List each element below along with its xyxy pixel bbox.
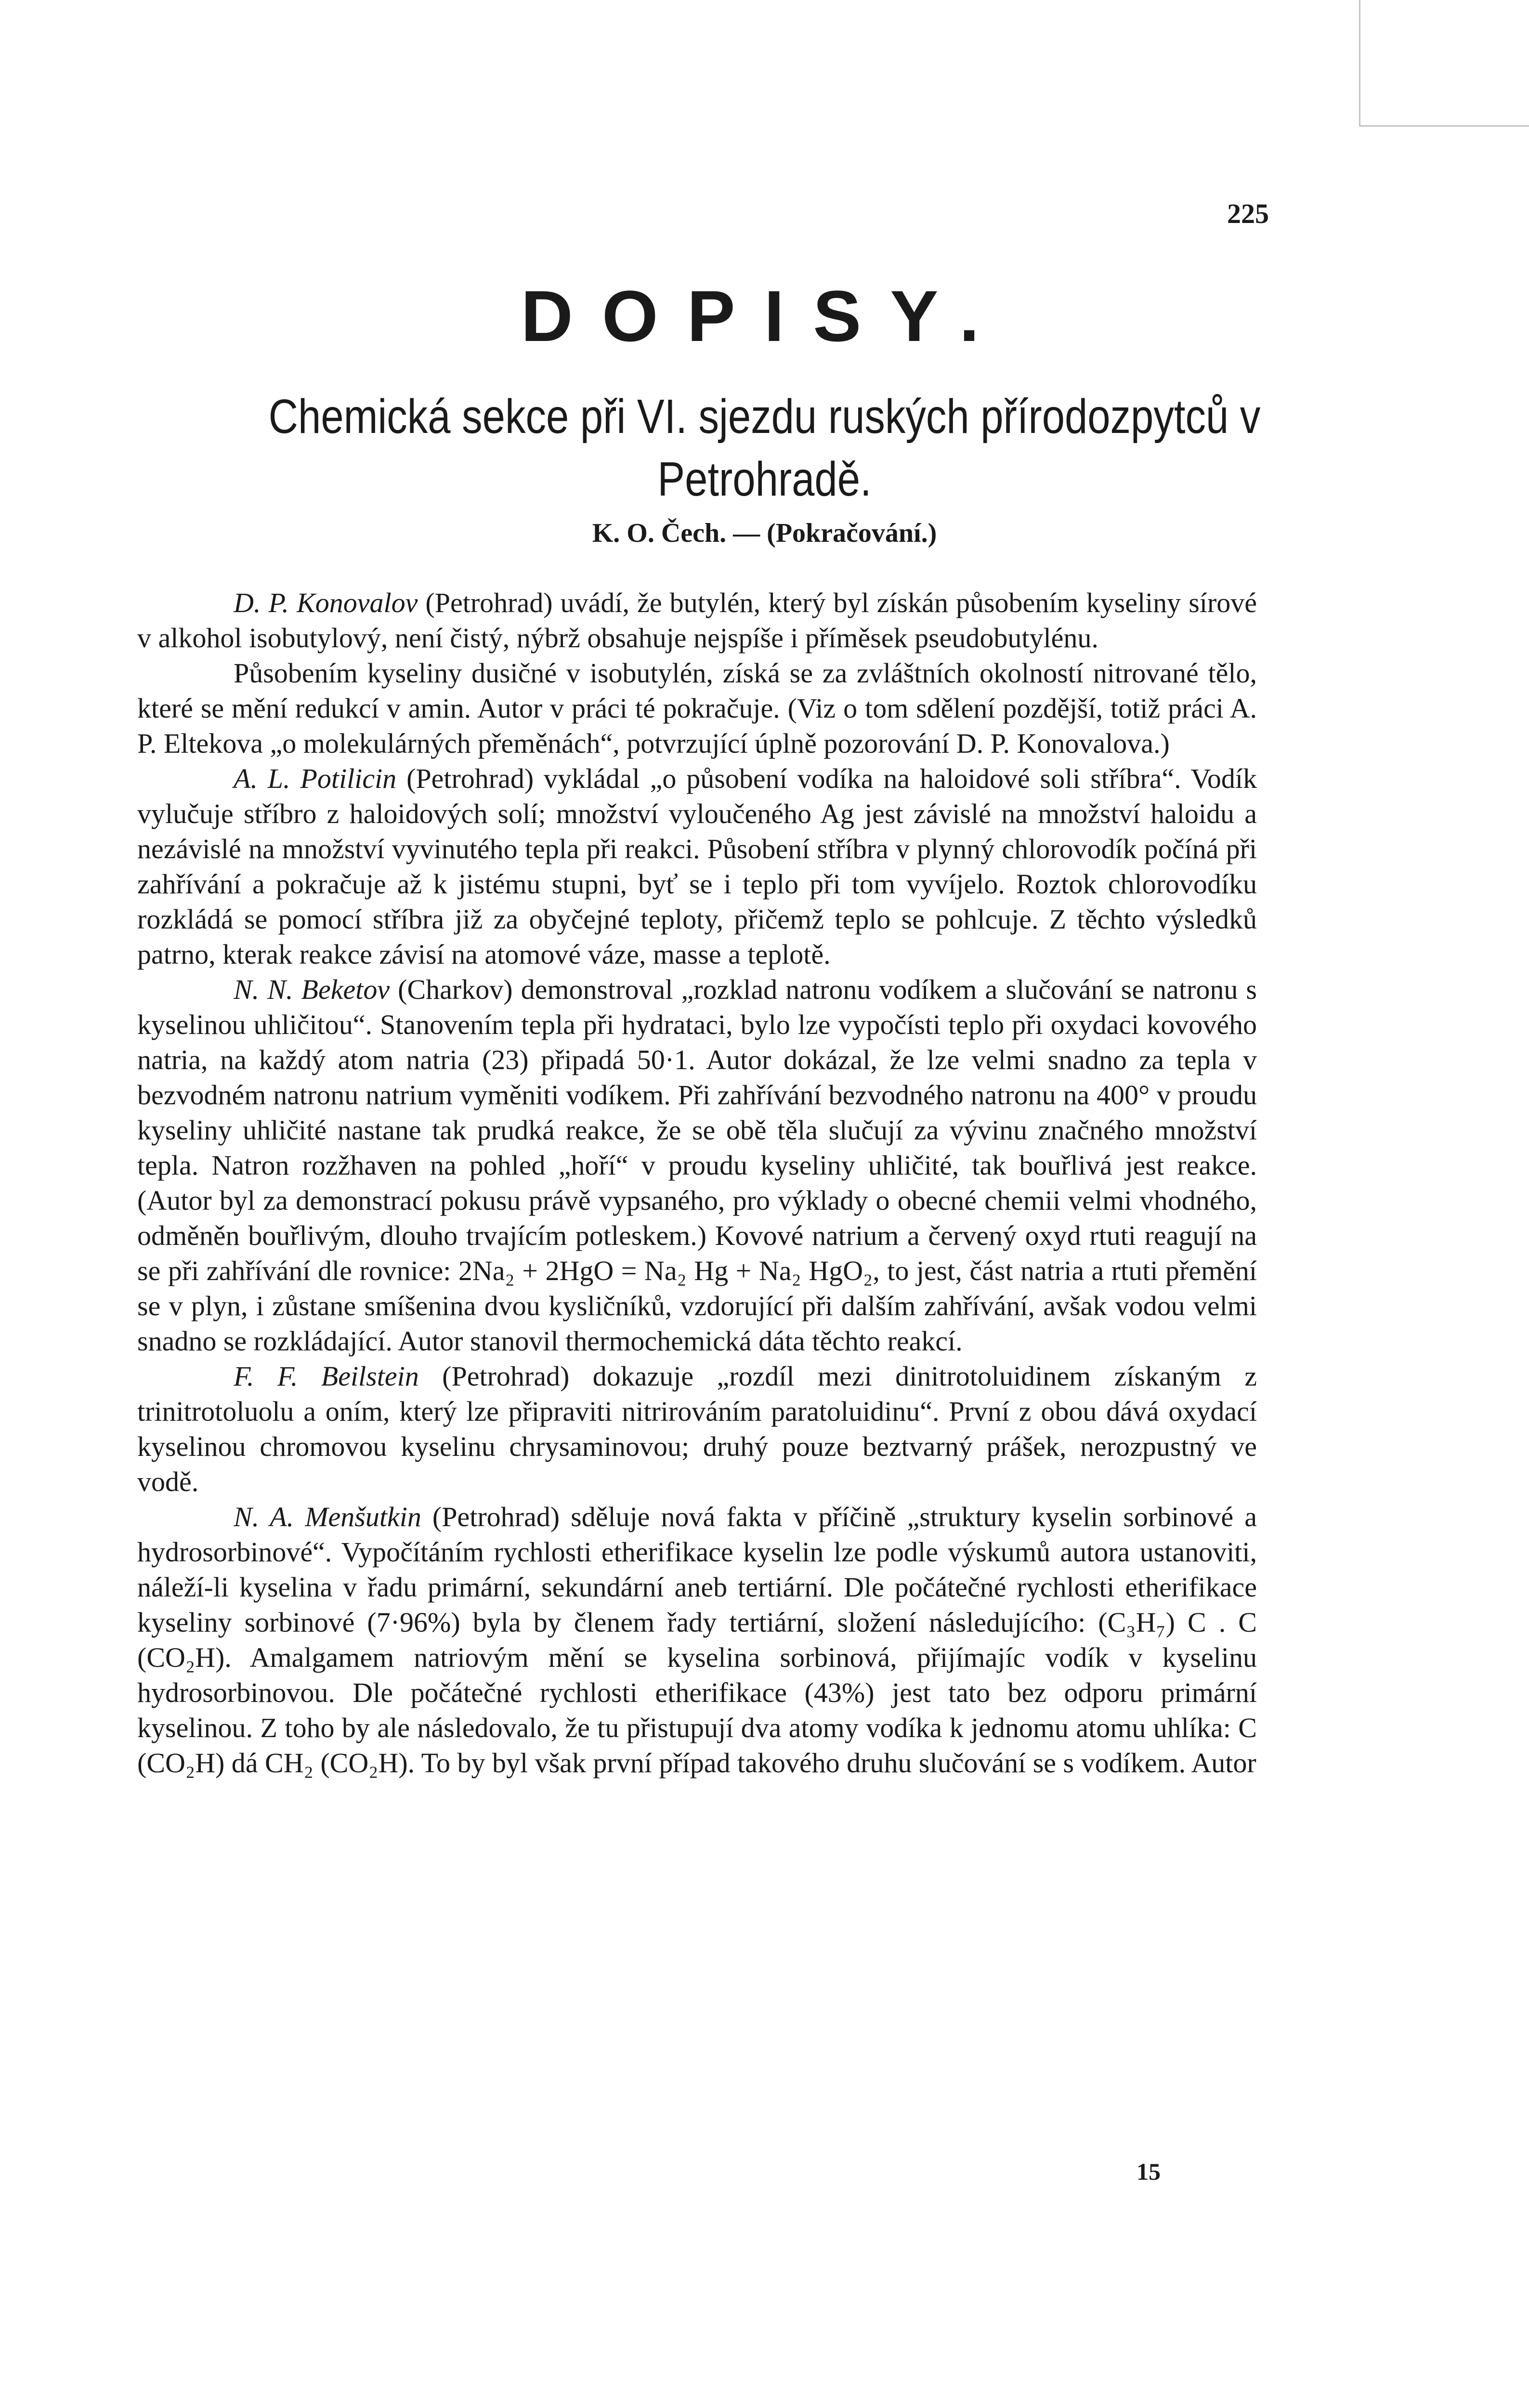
paragraph-text: (Charkov) demonstroval „rozklad natronu vodíkem a slučování se natronu s kyselinou uhličitou“. Stanovením tepla při hydrataci, bylo lze vypočísti teplo při oxydaci kovového natria, na každý atom natria (23) připadá 50·1. Autor dokázal, že lze velmi snadno za tepla v bezvodném natronu natrium vyměniti vodíkem. Při zahřívání bezvodného natronu na 400° v proudu kyseliny uhličité nastane tak prudká reakce, že se obě těla slučují za vývinu značného množství tepla. Natron rozžhaven na pohled „hoří“ v proudu kyseliny uhličité, tak bouřlivá jest reakce. (Autor byl za demonstrací pokusu právě vypsaného, pro výklady o obecné chemii velmi vhodného, odměněn bouřlivým, dlouho trvajícím potleskem.) Kovové natrium a červený oxyd rtuti reagují na se při zahřívání dle rovnice: 2Na₂ + 2HgO = Na₂ Hg + Na₂ HgO₂, to jest, část natria a rtuti přemění se v plyn, i zůstane smíšenina dvou kysličníků, vzdorující při dalším zahřívání, avšak vodou velmi snadno se rozkládající. Autor stanovil thermochemická dáta těchto reakcí. [137, 974, 1257, 1357]
paragraph-text: Působením kyseliny dusičné v isobutylén, získá se za zvláštních okolností nitrované tělo, které se mění redukcí v amin. Autor v práci té pokračuje. (Viz o tom sdělení pozdější, totiž práci A. P. Eltekova „o molekulárných přeměnách“, potvrzující úplně pozorování D. P. Konovalova.) [137, 657, 1257, 759]
paragraph-text: (Petrohrad) vykládal „o působení vodíka na haloidové soli stříbra“. Vodík vylučuje stříbro z haloidových solí; množství vyloučeného Ag jest závislé na množství haloidu a nezávislé na množství vyvinutého tepla při reakci. Působení stříbra v plynný chlorovodík počíná při zahřívání a pokračuje až k jistému stupni, byť se i teplo při tom vyvíjelo. Roztok chlorovodíku rozkládá se pomocí stříbra již za obyčejné teploty, přičemž teplo se pohlcuje. Z těchto výsledků patrno, kterak reakce závisí na atomové váze, masse a teplotě. [137, 763, 1257, 970]
paragraph-text: (Petrohrad) uvádí, že butylén, který byl získán působením kyseliny sírové v alkohol isobutylový, není čistý, nýbrž obsahuje nejspíše i příměsek pseudobutylénu. [137, 587, 1257, 654]
paragraph-potilicin [137, 761, 1257, 972]
scan-frame-edge [1359, 0, 1529, 127]
section-heading: DOPISY. [521, 275, 1008, 356]
paragraph-mensutkin [137, 1499, 1257, 1780]
author-name: N. N. Beketov [234, 974, 390, 1005]
article-byline: K. O. Čech. — (Pokračování.) [592, 518, 937, 548]
author-name: D. P. Konovalov [234, 587, 418, 618]
article-body [137, 585, 1257, 1780]
paragraph-beketov [137, 972, 1257, 1359]
paragraph-konovalov [137, 585, 1257, 655]
page-number: 225 [1227, 198, 1269, 229]
paragraph-nitration [137, 655, 1257, 761]
paragraph-beilstein [137, 1359, 1257, 1499]
article-title: Chemická sekce při VI. sjezdu ruských přírodozpytců v Petrohradě. [268, 390, 1261, 506]
author-name: N. A. Menšutkin [234, 1501, 421, 1532]
author-name: A. L. Potilicin [234, 763, 397, 794]
author-name: F. F. Beilstein [234, 1361, 419, 1392]
paragraph-text: (Petrohrad) sděluje nová fakta v příčině „struktury kyselin sorbinové a hydrosorbinové“. Vypočítáním rychlosti etherifikace kyselin lze podle výskumů autora ustanoviti, náleží-li kyselina v řadu primární, sekundární aneb tertiární. Dle počátečné rychlosti etherifikace kyseliny sorbinové (7·96%) byla by členem řady tertiární, složení následujícího: (C₃H₇) C . C (CO₂H). Amalgamem natriovým mění se kyselina sorbinová, přijímajíc vodík v kyselinu hydrosorbinovou. Dle počátečné rychlosti etherifikace (43%) jest tato bez odporu primární kyselinou. Z toho by ale následovalo, že tu přistupují dva atomy vodíka k jednomu atomu uhlíka: C (CO₂H) dá CH₂ (CO₂H). To by byl však první případ takového druhu slučování se s vodíkem. Autor [137, 1501, 1257, 1779]
signature-mark: 15 [1137, 2158, 1161, 2185]
paragraph-text: (Petrohrad) dokazuje „rozdíl mezi dinitrotoluidinem získaným z trinitrotoluolu a oním, který lze připraviti nitrirováním paratoluidinu“. První z obou dává oxydací kyselinou chromovou kyselinu chrysaminovou; druhý pouze beztvarný prášek, nerozpustný ve vodě. [137, 1361, 1257, 1497]
